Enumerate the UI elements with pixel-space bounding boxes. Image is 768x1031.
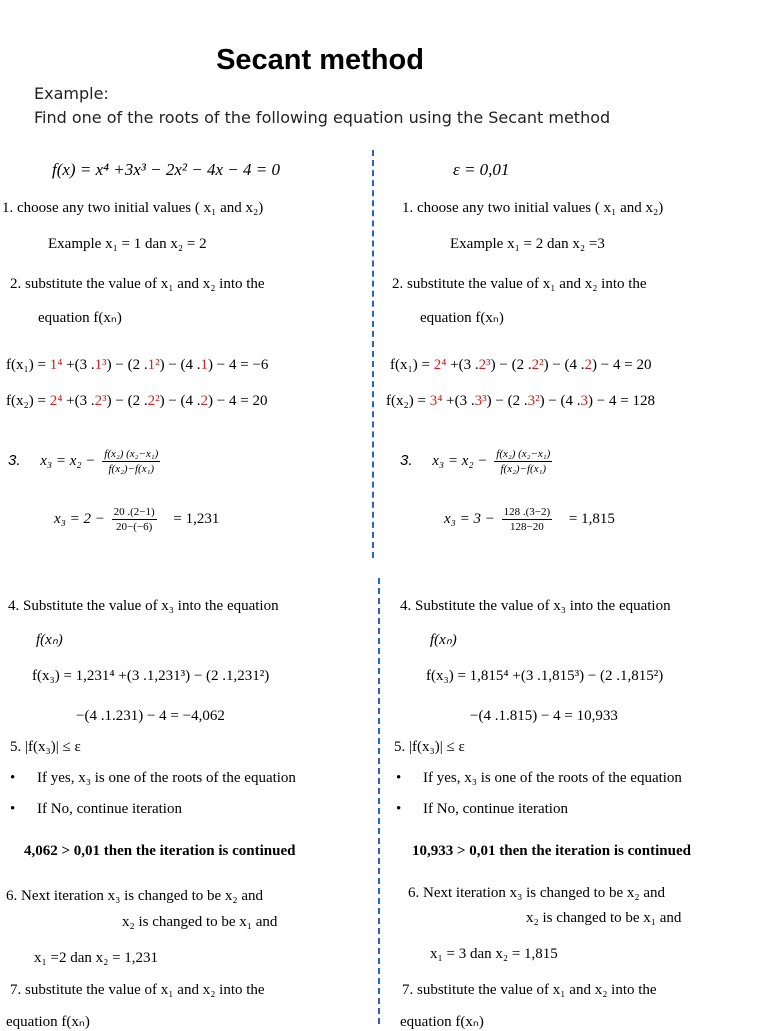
- right-x3-num: 128 .(3−2): [503, 506, 551, 518]
- left-step3-lhs: x₃ = x₂ −: [40, 452, 96, 469]
- right-fx2-lhs: f(x₂) =: [386, 393, 430, 409]
- right-step1: 1. choose any two initial values ( x₁ and x₂): [402, 200, 664, 216]
- left-bullet-yes: [10, 770, 296, 787]
- right-fx2-end: ) − 4 = 128: [588, 393, 655, 409]
- right-x3: [444, 506, 615, 533]
- right-step3-lhs: x₃ = x₂ −: [432, 452, 488, 469]
- right-fx1: [390, 357, 651, 374]
- left-example: Example x₁ = 1 dan x₂ = 2: [48, 236, 207, 252]
- left-step6-line3: x₁ =2 dan x₂ = 1,231: [34, 950, 159, 966]
- right-step6-line1: 6. Next iteration x₃ is changed to be x₂ and: [408, 885, 666, 901]
- left-step6-line2: x₂ is changed to be x₁ and: [122, 914, 278, 930]
- right-yes-text: If yes, x₃ is one of the roots of the equation: [423, 770, 682, 786]
- left-comparison: 4,062 > 0,01 then the iteration is continued: [24, 843, 296, 859]
- right-frac-num: f(x₂) (x₂−x₁): [496, 448, 551, 460]
- right-x3-lhs: x₃ = 3 −: [444, 510, 495, 527]
- left-step5: 5. |f(x₃)| ≤ ε: [10, 739, 81, 755]
- right-fx1-lhs: f(x₁) =: [390, 357, 434, 373]
- left-fx2-red4: 2: [200, 393, 209, 409]
- bullet-icon: •: [396, 801, 402, 817]
- left-x3: [54, 506, 219, 533]
- left-fx2-red2: 2³: [94, 393, 107, 409]
- equation: f(x) = x⁴ +3x³ − 2x² − 4x − 4 = 0: [52, 160, 280, 179]
- right-comparison: 10,933 > 0,01 then the iteration is continued: [412, 843, 691, 859]
- right-frac-den: f(x₂)−f(x₁): [500, 463, 547, 475]
- left-fx1-part3: ) − (4 .: [159, 357, 201, 373]
- left-step7-line2: equation f(xₙ): [6, 1014, 90, 1030]
- right-fx1-red1: 2⁴: [433, 357, 447, 373]
- left-step1: 1. choose any two initial values ( x₁ and x₂): [2, 200, 264, 216]
- right-fx1-red3: 2²: [531, 357, 544, 373]
- left-x3-lhs: x₃ = 2 −: [54, 510, 105, 527]
- right-fx3-line1: f(x₃) = 1,815⁴ +(3 .1,815³) − (2 .1,815²): [426, 668, 664, 684]
- left-step7-line1: 7. substitute the value of x₁ and x₂ into the: [10, 982, 265, 998]
- left-step2-line1: 2. substitute the value of x₁ and x₂ into the: [10, 276, 265, 292]
- left-fx1-red1: 1⁴: [49, 357, 63, 373]
- left-fx2-part3: ) − (4 .: [159, 393, 201, 409]
- right-step6-line2: x₂ is changed to be x₁ and: [526, 910, 682, 926]
- right-fx2-red4: 3: [580, 393, 589, 409]
- left-fx1: [6, 357, 268, 374]
- left-frac-num: f(x₂) (x₂−x₁): [104, 448, 159, 460]
- right-step3-fraction: [494, 448, 552, 475]
- right-fx1-end: ) − 4 = 20: [592, 357, 652, 373]
- left-fx1-part2: ) − (2 .: [106, 357, 148, 373]
- right-fx2-part1: +(3 .: [442, 393, 475, 409]
- right-fx2-red2: 3³: [474, 393, 487, 409]
- right-step6-line3: x₁ = 3 dan x₂ = 1,815: [430, 946, 558, 962]
- right-bullet-yes: [396, 770, 682, 787]
- right-step4-line2: f(xₙ): [430, 632, 457, 648]
- intro-label: Example:: [34, 84, 109, 103]
- left-bullet-no: [10, 801, 182, 818]
- right-step4-line1: 4. Substitute the value of x₃ into the equation: [400, 598, 671, 614]
- left-fx2: [6, 393, 267, 410]
- right-step2-line1: 2. substitute the value of x₁ and x₂ into the: [392, 276, 647, 292]
- left-x3-num: 20 .(2−1): [113, 506, 155, 518]
- left-fx1-part1: +(3 .: [62, 357, 95, 373]
- right-fx1-part2: ) − (2 .: [490, 357, 532, 373]
- column-divider-top: [372, 150, 374, 558]
- left-fx2-red3: 2²: [147, 393, 160, 409]
- left-fx2-part1: +(3 .: [62, 393, 95, 409]
- right-example: Example x₁ = 2 dan x₂ =3: [450, 236, 605, 252]
- right-step7-line1: 7. substitute the value of x₁ and x₂ into the: [402, 982, 657, 998]
- right-step7-line2: equation f(xₙ): [400, 1014, 484, 1030]
- left-fx3-line2: −(4 .1.231) − 4 = −4,062: [76, 708, 225, 724]
- left-step3-fraction: [102, 448, 160, 475]
- left-fx2-part2: ) − (2 .: [106, 393, 148, 409]
- intro-task: Find one of the roots of the following equation using the Secant method: [34, 108, 611, 127]
- left-fx1-lhs: f(x₁) =: [6, 357, 50, 373]
- left-step3: [8, 448, 163, 475]
- right-fx2-red1: 3⁴: [429, 393, 443, 409]
- left-fx1-red4: 1: [200, 357, 209, 373]
- right-no-text: If No, continue iteration: [423, 801, 568, 817]
- left-step4-line1: 4. Substitute the value of x₃ into the equation: [8, 598, 279, 614]
- left-fx1-red2: 1³: [94, 357, 107, 373]
- left-step3-number: 3.: [8, 451, 21, 469]
- left-x3-fraction: [112, 506, 157, 533]
- right-step5: 5. |f(x₃)| ≤ ε: [394, 739, 465, 755]
- left-step6-line1: 6. Next iteration x₃ is changed to be x₂ and: [6, 888, 264, 904]
- left-fx1-end: ) − 4 = −6: [208, 357, 269, 373]
- right-step3: [400, 448, 555, 475]
- left-step4-line2: f(xₙ): [36, 632, 63, 648]
- right-fx1-part3: ) − (4 .: [543, 357, 585, 373]
- left-fx2-lhs: f(x₂) =: [6, 393, 50, 409]
- right-x3-rhs: = 1,815: [568, 510, 615, 527]
- bullet-icon: •: [396, 770, 402, 786]
- right-fx2-red3: 3²: [527, 393, 540, 409]
- right-x3-den: 128−20: [510, 521, 544, 533]
- right-fx1-part1: +(3 .: [446, 357, 479, 373]
- right-bullet-no: [396, 801, 568, 818]
- right-fx1-red4: 2: [584, 357, 593, 373]
- right-step2-line2: equation f(xₙ): [420, 310, 504, 326]
- right-step3-number: 3.: [400, 451, 413, 469]
- column-divider-bottom: [378, 578, 380, 1024]
- left-x3-den: 20−(−6): [116, 521, 153, 533]
- epsilon: ε = 0,01: [453, 160, 510, 179]
- right-fx1-red2: 2³: [478, 357, 491, 373]
- left-fx2-red1: 2⁴: [49, 393, 63, 409]
- left-fx1-red3: 1²: [147, 357, 160, 373]
- left-frac-den: f(x₂)−f(x₁): [108, 463, 155, 475]
- left-x3-rhs: = 1,231: [173, 510, 220, 527]
- right-fx2-part2: ) − (2 .: [486, 393, 528, 409]
- left-no-text: If No, continue iteration: [37, 801, 182, 817]
- right-fx2-part3: ) − (4 .: [539, 393, 581, 409]
- left-step2-line2: equation f(xₙ): [38, 310, 122, 326]
- right-fx2: [386, 393, 655, 410]
- bullet-icon: •: [10, 801, 16, 817]
- left-yes-text: If yes, x₃ is one of the roots of the equation: [37, 770, 296, 786]
- right-fx3-line2: −(4 .1.815) − 4 = 10,933: [470, 708, 618, 724]
- left-fx2-end: ) − 4 = 20: [208, 393, 268, 409]
- right-x3-fraction: [502, 506, 553, 533]
- left-fx3-line1: f(x₃) = 1,231⁴ +(3 .1,231³) − (2 .1,231²): [32, 668, 270, 684]
- bullet-icon: •: [10, 770, 16, 786]
- page-title: Secant method: [216, 44, 424, 76]
